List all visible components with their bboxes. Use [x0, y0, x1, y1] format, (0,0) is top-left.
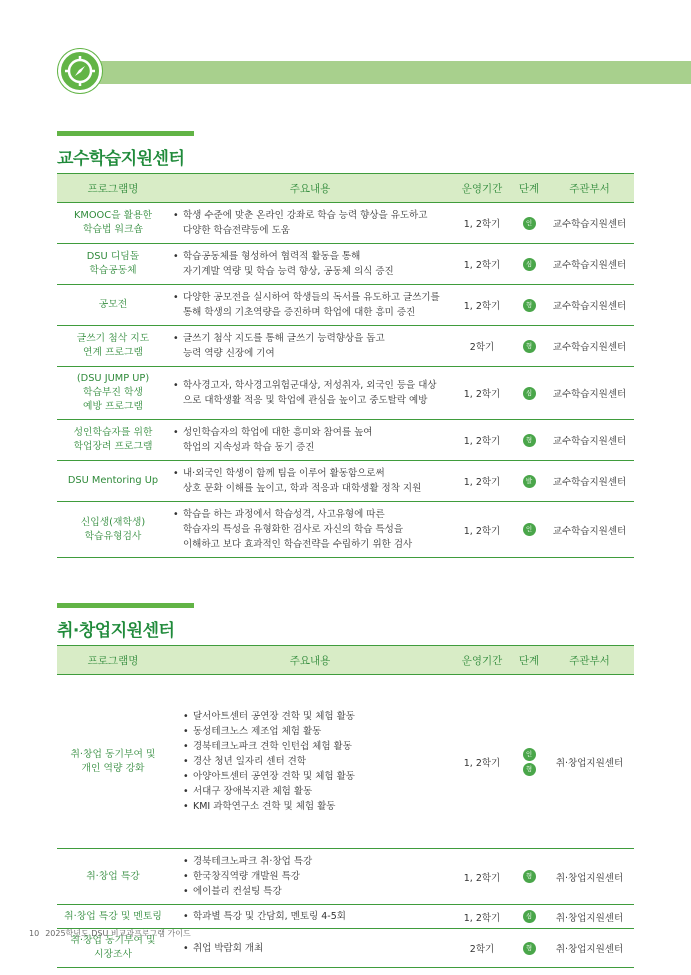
stage-badges — [523, 386, 536, 401]
stage-badge: 형 — [523, 340, 536, 353]
program-name — [57, 849, 169, 905]
bullet-line: 학습을 하는 과정에서 학습성격, 사고유형에 따른 — [183, 509, 385, 520]
bullet-line: 상호 문화 이해를 높이고, 학과 적응과 대학생활 정착 지원 — [183, 483, 422, 494]
bullet-line: 으로 대학생활 적응 및 학업에 관심을 높이고 중도탈락 예방 — [183, 395, 428, 406]
section-title: 교수학습지원센터 — [57, 149, 185, 169]
stage-badges — [523, 257, 536, 272]
bullet-icon: • — [183, 756, 189, 767]
bullet-line: 한국창직역량 개발원 특강 — [193, 871, 300, 882]
department: 취·창업지원센터 — [545, 675, 634, 849]
bullet-line: 에이블리 컨설팅 특강 — [193, 886, 282, 897]
program-name — [57, 461, 169, 502]
bullet-line: 학사경고자, 학사경고위험군대상, 저성취자, 외국인 등을 대상 — [183, 380, 437, 391]
program-name-line: 학업장려 프로그램 — [73, 441, 153, 452]
program-name-line: KMOOC을 활용한 — [73, 210, 153, 221]
bullet-text — [193, 909, 447, 924]
bullet-text — [183, 208, 447, 238]
bullet-text — [193, 869, 447, 884]
program-table-1 — [57, 173, 634, 558]
bullet-icon: • — [183, 911, 189, 922]
bullet-icon: • — [183, 771, 189, 782]
program-name — [57, 420, 169, 461]
program-content — [169, 244, 451, 285]
stage-cell — [513, 905, 545, 929]
bullet-icon: • — [173, 251, 179, 262]
bullet-icon: • — [183, 741, 189, 752]
operation-period: 1, 2학기 — [451, 849, 513, 905]
bullet-line: 다양한 학습전략등에 도움 — [183, 225, 290, 236]
bullet-icon: • — [183, 801, 189, 812]
program-name-line: 공모전 — [98, 299, 128, 310]
program-name — [57, 244, 169, 285]
bullet-item — [183, 884, 447, 899]
program-name-line: 학습부진 학생 — [83, 387, 143, 398]
table-row — [57, 203, 634, 244]
stage-cell — [513, 461, 545, 502]
table-header-row — [57, 646, 634, 675]
stage-badge: 심 — [523, 387, 536, 400]
bullet-text — [193, 799, 447, 814]
stage-badges — [523, 298, 536, 313]
col-header: 주요내용 — [169, 174, 451, 203]
department: 교수학습지원센터 — [545, 203, 634, 244]
bullet-item — [183, 769, 447, 784]
table-row — [57, 675, 634, 849]
table-row — [57, 420, 634, 461]
program-content — [169, 849, 451, 905]
table-row — [57, 367, 634, 420]
bullet-line: 글쓰기 첨삭 지도를 통해 글쓰기 능력향상을 돕고 — [183, 333, 385, 344]
stage-badges — [523, 474, 536, 489]
program-name-line: 학습유형검사 — [84, 530, 142, 542]
operation-period: 2학기 — [451, 929, 513, 968]
bullet-item — [183, 709, 447, 724]
col-header: 주관부서 — [545, 174, 634, 203]
program-table-2 — [57, 645, 634, 968]
bullet-text — [193, 941, 447, 956]
bullet-line: 경산 청년 일자리 센터 견학 — [193, 756, 307, 767]
bullet-item — [173, 507, 447, 552]
table-row — [57, 461, 634, 502]
bullet-item — [173, 208, 447, 238]
col-header: 프로그램명 — [57, 174, 169, 203]
program-name-line: 시장조사 — [94, 949, 132, 960]
bullet-line: 동성테크노스 제조업 체험 활동 — [193, 726, 322, 737]
bullet-line: 경북테크노파크 취·창업 특강 — [193, 856, 313, 867]
bullet-line: 통해 학생의 기초역량을 증진하며 학업에 대한 흥미 증진 — [183, 307, 416, 318]
stage-cell — [513, 849, 545, 905]
program-name-line: 예방 프로그램 — [83, 401, 143, 412]
section-bar — [57, 603, 194, 608]
stage-badge: 인 — [523, 748, 536, 761]
compass-icon — [58, 49, 102, 93]
department: 취·창업지원센터 — [545, 849, 634, 905]
bullet-line: 학습공동체를 형성하여 협력적 활동을 통해 — [183, 251, 361, 262]
stage-badge: 형 — [523, 870, 536, 883]
bullet-text — [193, 739, 447, 754]
bullet-item — [173, 331, 447, 361]
bullet-line: 성인학습자의 학업에 대한 흥미와 참여를 높여 — [183, 427, 373, 438]
bullet-icon: • — [183, 786, 189, 797]
bullet-text — [193, 709, 447, 724]
bullet-icon: • — [173, 210, 179, 221]
program-name-line: 신입생(재학생) — [80, 516, 146, 528]
stage-cell — [513, 675, 545, 849]
bullet-line: 다양한 공모전을 실시하여 학생들의 독서를 유도하고 글쓰기를 — [183, 292, 440, 303]
bullet-icon: • — [183, 942, 189, 954]
stage-badges — [523, 747, 536, 777]
bullet-text — [193, 724, 447, 739]
stage-badge: 인 — [523, 523, 536, 536]
operation-period: 1, 2학기 — [451, 905, 513, 929]
col-header: 단계 — [513, 646, 545, 675]
program-name — [57, 675, 169, 849]
program-name-line: 연계 프로그램 — [83, 347, 143, 358]
program-content — [169, 905, 451, 929]
stage-badges — [523, 522, 536, 537]
stage-badges — [523, 339, 536, 354]
bullet-item — [183, 739, 447, 754]
bullet-item — [183, 854, 447, 869]
stage-badge: 형 — [523, 299, 536, 312]
bullet-text — [193, 754, 447, 769]
program-name-line: 취·창업 특강 및 멘토링 — [64, 910, 162, 922]
program-content — [169, 285, 451, 326]
bullet-icon: • — [173, 380, 179, 391]
stage-badges — [523, 941, 536, 956]
program-name-line: 취·창업 동기부여 및 — [70, 935, 156, 946]
bullet-icon: • — [183, 711, 189, 722]
bullet-item — [183, 799, 447, 814]
program-content — [169, 502, 451, 558]
operation-period: 1, 2학기 — [451, 244, 513, 285]
stage-badge: 심 — [523, 910, 536, 923]
bullet-text — [183, 466, 447, 496]
operation-period: 2학기 — [451, 326, 513, 367]
bullet-line: KMI 과학연구소 견학 및 체험 활동 — [193, 801, 336, 812]
col-header: 운영기간 — [451, 646, 513, 675]
stage-cell — [513, 285, 545, 326]
program-content — [169, 367, 451, 420]
program-name — [57, 502, 169, 558]
program-name-line: DSU 디딤돌 — [86, 251, 140, 262]
bullet-icon: • — [173, 509, 179, 520]
bullet-text — [183, 507, 447, 552]
operation-period: 1, 2학기 — [451, 203, 513, 244]
section-title: 취·창업지원센터 — [57, 621, 175, 641]
page-number: 10 — [29, 929, 40, 938]
bullet-line: 취업 박람회 개최 — [193, 942, 264, 954]
section-heading-1 — [57, 131, 194, 169]
table-row — [57, 244, 634, 285]
bullet-item — [183, 784, 447, 799]
stage-badge: 형 — [523, 942, 536, 955]
program-name-line: (DSU JUMP UP) — [76, 373, 150, 384]
stage-cell — [513, 420, 545, 461]
program-name-line: 취·창업 특강 — [86, 870, 140, 882]
table-row — [57, 502, 634, 558]
bullet-text — [183, 331, 447, 361]
stage-cell — [513, 326, 545, 367]
department: 취·창업지원센터 — [545, 929, 634, 968]
bullet-item — [183, 869, 447, 884]
program-name-line: 성인학습자를 위한 — [73, 427, 153, 438]
col-header: 프로그램명 — [57, 646, 169, 675]
program-name — [57, 285, 169, 326]
table-header-row — [57, 174, 634, 203]
stage-badges — [523, 909, 536, 924]
table-row — [57, 905, 634, 929]
bullet-text — [183, 290, 447, 320]
program-name-line: 개인 역량 강화 — [81, 762, 145, 774]
bullet-text — [193, 784, 447, 799]
department: 교수학습지원센터 — [545, 244, 634, 285]
bullet-line: 학업의 지속성과 학습 동기 증진 — [183, 442, 315, 453]
stage-badges — [523, 433, 536, 448]
bullet-icon: • — [173, 333, 179, 344]
department: 교수학습지원센터 — [545, 367, 634, 420]
department: 교수학습지원센터 — [545, 502, 634, 558]
bullet-icon: • — [173, 427, 179, 438]
program-name — [57, 905, 169, 929]
section-bar — [57, 131, 194, 136]
bullet-item — [183, 724, 447, 739]
bullet-text — [193, 769, 447, 784]
page-footer — [29, 928, 191, 939]
table-row — [57, 285, 634, 326]
bullet-text — [183, 249, 447, 279]
program-name — [57, 326, 169, 367]
program-name-line: 취·창업 동기부여 및 — [70, 748, 156, 760]
table-row — [57, 326, 634, 367]
program-content — [169, 675, 451, 849]
program-content — [169, 929, 451, 968]
bullet-item — [183, 941, 447, 956]
bullet-icon: • — [183, 871, 189, 882]
bullet-item — [183, 909, 447, 924]
stage-cell — [513, 203, 545, 244]
col-header: 주요내용 — [169, 646, 451, 675]
operation-period: 1, 2학기 — [451, 367, 513, 420]
stage-cell — [513, 502, 545, 558]
program-name-line: 학습법 워크숍 — [83, 224, 143, 235]
stage-badges — [523, 869, 536, 884]
bullet-item — [173, 290, 447, 320]
stage-badge: 심 — [523, 258, 536, 271]
bullet-text — [183, 425, 447, 455]
program-content — [169, 461, 451, 502]
bullet-text — [183, 378, 447, 408]
bullet-line: 아양아트센터 공연장 견학 및 체험 활동 — [193, 771, 355, 782]
stage-cell — [513, 367, 545, 420]
department: 교수학습지원센터 — [545, 461, 634, 502]
department: 취·창업지원센터 — [545, 905, 634, 929]
col-header: 단계 — [513, 174, 545, 203]
stage-badges — [523, 216, 536, 231]
program-name-line: 글쓰기 첨삭 지도 — [76, 333, 150, 344]
bullet-line: 서대구 장애복지관 체험 활동 — [193, 786, 313, 797]
program-content — [169, 420, 451, 461]
program-name-line: DSU Mentoring Up — [67, 475, 159, 486]
operation-period: 1, 2학기 — [451, 461, 513, 502]
bullet-line: 내·외국인 학생이 함께 팀을 이루어 활동함으로써 — [183, 468, 385, 479]
bullet-icon: • — [173, 292, 179, 303]
bullet-item — [173, 378, 447, 408]
bullet-icon: • — [183, 886, 189, 897]
header-bar — [97, 61, 691, 84]
bullet-icon: • — [183, 856, 189, 867]
footer-text: 2025학년도 DSU 비교과프로그램 가이드 — [45, 929, 191, 938]
stage-cell — [513, 929, 545, 968]
stage-badge: 형 — [523, 434, 536, 447]
bullet-item — [173, 466, 447, 496]
bullet-text — [193, 884, 447, 899]
bullet-line: 학과별 특강 및 간담회, 멘토링 4-5회 — [193, 911, 346, 922]
stage-cell — [513, 244, 545, 285]
bullet-line: 학습자의 특성을 유형화한 검사로 자신의 학습 특성을 — [183, 524, 404, 535]
bullet-line: 자기계발 역량 및 학습 능력 향상, 공동체 의식 증진 — [183, 266, 394, 277]
stage-badge: 발 — [523, 475, 536, 488]
operation-period: 1, 2학기 — [451, 675, 513, 849]
bullet-text — [193, 854, 447, 869]
bullet-item — [173, 425, 447, 455]
program-name — [57, 203, 169, 244]
operation-period: 1, 2학기 — [451, 285, 513, 326]
program-name — [57, 367, 169, 420]
stage-badge: 인 — [523, 217, 536, 230]
bullet-line: 이해하고 보다 효과적인 학습전략을 수립하기 위한 검사 — [183, 539, 413, 550]
bullet-icon: • — [173, 468, 179, 479]
program-content — [169, 326, 451, 367]
stage-badge: 형 — [523, 763, 536, 776]
bullet-line: 학생 수준에 맞춘 온라인 강좌로 학습 능력 향상을 유도하고 — [183, 210, 428, 221]
department: 교수학습지원센터 — [545, 285, 634, 326]
section-heading-2 — [57, 603, 194, 641]
bullet-line: 달서아트센터 공연장 견학 및 체험 활동 — [193, 711, 355, 722]
program-name-line: 학습공동체 — [89, 265, 137, 276]
col-header: 주관부서 — [545, 646, 634, 675]
bullet-item — [173, 249, 447, 279]
program-content — [169, 203, 451, 244]
bullet-icon: • — [183, 726, 189, 737]
bullet-item — [183, 754, 447, 769]
department: 교수학습지원센터 — [545, 326, 634, 367]
col-header: 운영기간 — [451, 174, 513, 203]
operation-period: 1, 2학기 — [451, 420, 513, 461]
operation-period: 1, 2학기 — [451, 502, 513, 558]
department: 교수학습지원센터 — [545, 420, 634, 461]
bullet-line: 경북테크노파크 견학 인턴쉽 체험 활동 — [193, 741, 352, 752]
bullet-line: 능력 역량 신장에 기여 — [183, 348, 275, 359]
table-row — [57, 849, 634, 905]
